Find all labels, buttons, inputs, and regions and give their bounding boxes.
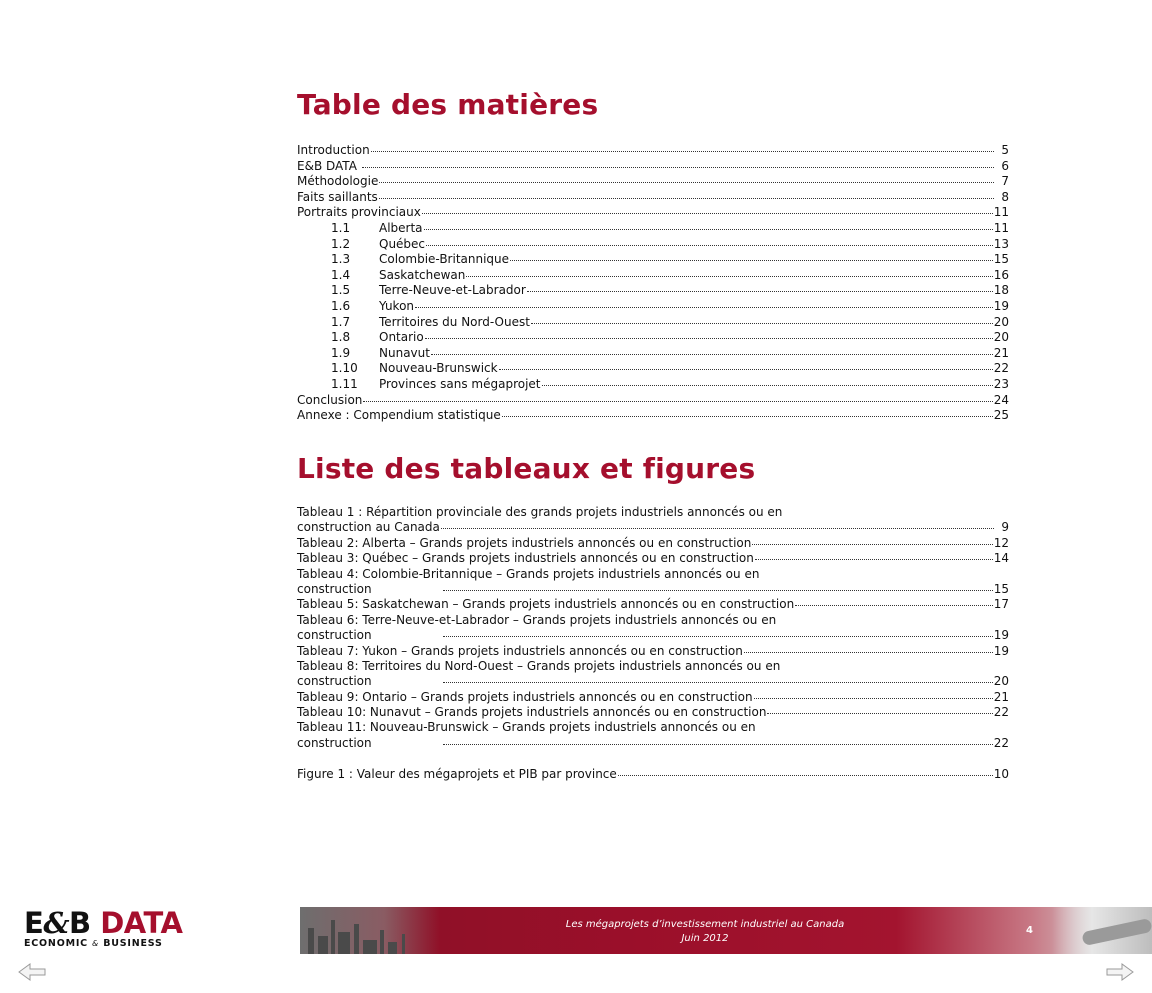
toc-subentry[interactable]: 1.9 Nunavut 21 xyxy=(331,345,1009,360)
list-of-tables-figures xyxy=(297,505,1009,783)
lof-entry[interactable]: Figure 1 : Valeur des mégaprojets et PIB par province 10 xyxy=(297,767,1009,782)
industrial-skyline-image xyxy=(300,907,440,954)
eb-data-logo xyxy=(24,908,234,952)
toc-subentry[interactable]: 1.2 Québec 13 xyxy=(331,236,1009,251)
logo-tagline: ECONOMIC & BUSINESS xyxy=(24,938,163,949)
spacer xyxy=(297,751,1009,767)
toc-entry[interactable]: Introduction 5 xyxy=(297,143,1009,157)
toc-subentry[interactable]: 1.6 Yukon 19 xyxy=(331,298,1009,313)
toc-subentry[interactable]: 1.5 Terre-Neuve-et-Labrador 18 xyxy=(331,283,1009,298)
footer-title: Les mégaprojets d’investissement industriel au Canada Juin 2012 xyxy=(565,919,845,944)
lof-entry[interactable]: Tableau 10: Nunavut – Grands projets industriels annoncés ou en construction 22 xyxy=(297,705,1009,720)
toc-subentry[interactable]: 1.1 Alberta 11 xyxy=(331,220,1009,235)
arrow-left-icon[interactable] xyxy=(17,962,47,982)
toc-entry[interactable]: Conclusion 24 xyxy=(297,392,1009,407)
lof-entry[interactable]: construction 19 xyxy=(297,628,1009,643)
lof-entry[interactable]: Tableau 9: Ontario – Grands projets industriels annoncés ou en construction 21 xyxy=(297,689,1009,704)
lof-entry-line[interactable]: Tableau 8: Territoires du Nord-Ouest – Grands projets industriels annoncés ou en xyxy=(297,658,781,673)
toc-subentry[interactable]: 1.3 Colombie-Britannique 15 xyxy=(331,252,1009,267)
toc-entry[interactable]: Faits saillants 8 xyxy=(297,189,1009,204)
toc-subentry[interactable]: 1.10 Nouveau-Brunswick 22 xyxy=(331,361,1009,376)
lof-entry-line[interactable]: Tableau 11: Nouveau-Brunswick – Grands projets industriels annoncés ou en xyxy=(297,720,756,735)
toc-entry[interactable]: E&B DATA 6 xyxy=(297,158,1009,173)
toc-entry[interactable]: Méthodologie 7 xyxy=(297,174,1009,189)
lof-entry-line[interactable]: Tableau 1 : Répartition provinciale des grands projets industriels annoncés ou en xyxy=(297,505,783,519)
footer-banner xyxy=(300,907,1152,954)
toc-subentry[interactable]: 1.4 Saskatchewan 16 xyxy=(331,267,1009,282)
table-of-contents xyxy=(297,143,1009,424)
arrow-right-icon[interactable] xyxy=(1105,962,1135,982)
logo-wordmark: E&B DATA xyxy=(24,906,183,940)
toc-title: Table des matières xyxy=(297,88,599,121)
lof-entry[interactable]: Tableau 7: Yukon – Grands projets industriels annoncés ou en construction 19 xyxy=(297,643,1009,658)
toc-subentry[interactable]: 1.7 Territoires du Nord-Ouest 20 xyxy=(331,314,1009,329)
page-number: 4 xyxy=(1026,925,1033,936)
lof-entry-line[interactable]: Tableau 6: Terre-Neuve-et-Labrador – Grands projets industriels annoncés ou en xyxy=(297,612,777,627)
lof-entry[interactable]: Tableau 2: Alberta – Grands projets industriels annoncés ou en construction 12 xyxy=(297,535,1009,550)
lof-entry[interactable]: construction 22 xyxy=(297,735,1009,750)
toc-subentry[interactable]: 1.11 Provinces sans mégaprojet 23 xyxy=(331,376,1009,391)
lof-entry[interactable]: construction 20 xyxy=(297,674,1009,689)
lof-entry[interactable]: Tableau 3: Québec – Grands projets industriels annoncés ou en construction 14 xyxy=(297,551,1009,566)
toc-entry[interactable]: Portraits provinciaux 11 xyxy=(297,205,1009,220)
lof-entry-line[interactable]: Tableau 4: Colombie-Britannique – Grands projets industriels annoncés ou en xyxy=(297,566,760,581)
lof-entry[interactable]: construction au Canada 9 xyxy=(297,520,1009,535)
toc-entry[interactable]: Annexe : Compendium statistique 25 xyxy=(297,408,1009,423)
lof-entry[interactable]: Tableau 5: Saskatchewan – Grands projets industriels annoncés ou en construction 17 xyxy=(297,597,1009,612)
lof-entry[interactable]: construction 15 xyxy=(297,581,1009,596)
lof-title: Liste des tableaux et figures xyxy=(297,452,756,485)
pipeline-image xyxy=(1052,907,1152,954)
toc-subentry[interactable]: 1.8 Ontario 20 xyxy=(331,330,1009,345)
